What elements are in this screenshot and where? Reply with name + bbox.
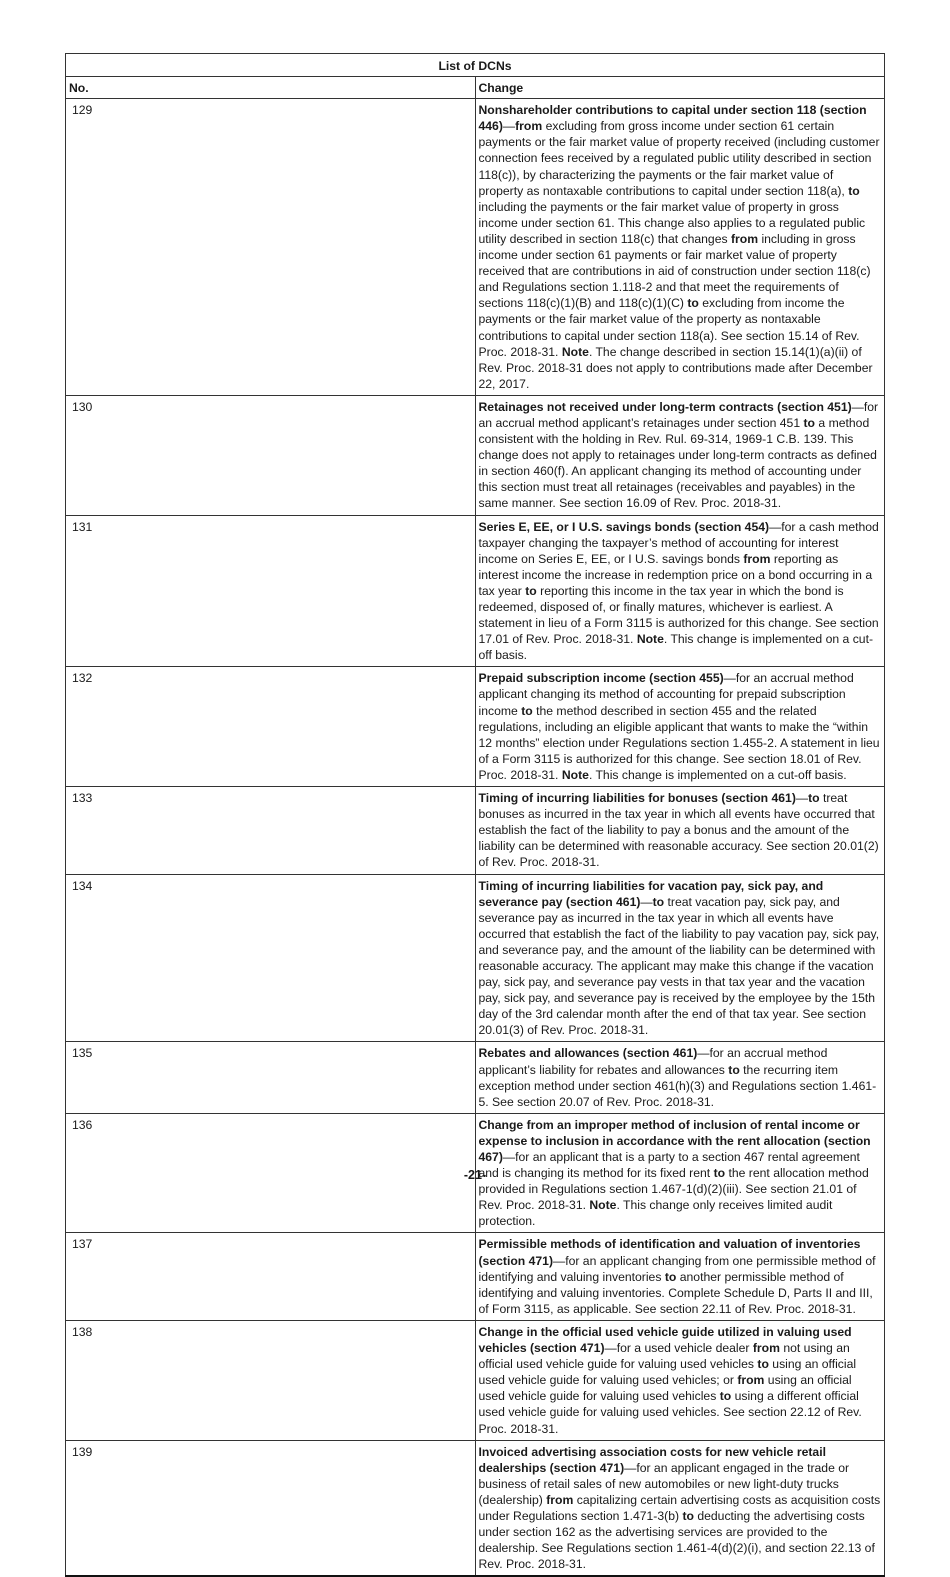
text-run: the method described in section 455 and the related regulations, including an eligible applicant that wants to make the “within 12 months” election under Regulations section 1.455-2. A statement in lieu of a Form 3115 is authorized for this change. See section 18.01 of Rev. Proc. 2018-31. xyxy=(478,703,880,782)
text-run: deducting the advertising costs under section 162 as the advertising services are provided to the dealership. See Regulations section 1.461-4(d)(2)(i), and section 22.13 of Rev. Proc. 2018-31. xyxy=(478,1508,875,1572)
dcn-number: 132 xyxy=(66,667,476,787)
text-run: excluding from income the payments or the fair market value of the property as nontaxable contributions to capital under section 118(a). See section 15.14 of Rev. Proc. 2018-31. xyxy=(478,296,860,359)
dcn-number: 137 xyxy=(66,1233,476,1320)
bold-text: to xyxy=(808,791,820,806)
bold-text: Retainages not received under long-term contracts (section 451) xyxy=(478,399,852,414)
bold-text: to xyxy=(719,1389,732,1404)
text-run: . This change is implemented on a cut-off basis. xyxy=(588,767,847,782)
dcn-change-description xyxy=(475,515,885,667)
table-body xyxy=(66,99,885,1577)
bold-text: Change from an improper method of inclusion of rental income or expense to inclusion in accordance with the rent allocation (section 467) xyxy=(478,1117,871,1164)
dcn-number: 136 xyxy=(66,1113,476,1233)
text-run: using a different official used vehicle guide for valuing used vehicles. See section 22.12 of Rev. Proc. 2018-31. xyxy=(478,1389,862,1436)
text-run: . This change only receives limited audit protection. xyxy=(478,1198,833,1229)
table-row xyxy=(66,99,885,396)
dcn-number: 139 xyxy=(66,1440,476,1576)
text-run: — xyxy=(795,791,809,806)
dcn-number: 133 xyxy=(66,787,476,874)
bold-text: to xyxy=(803,415,816,430)
column-header-no: No. xyxy=(66,77,476,99)
table-row xyxy=(66,1440,885,1576)
bold-text: to xyxy=(687,296,699,311)
text-run: —for an applicant that is a party to a section 467 rental agreement and is changing its method for its fixed rent xyxy=(478,1150,860,1181)
bold-text: Prepaid subscription income (section 455) xyxy=(478,671,724,686)
table-row xyxy=(66,667,885,787)
dcn-table xyxy=(65,53,885,1577)
bold-text: to xyxy=(521,703,533,718)
dcn-change-description xyxy=(475,1440,885,1576)
text-run: using an official used vehicle guide for valuing used vehicles xyxy=(478,1373,852,1404)
dcn-change-description xyxy=(475,1042,885,1113)
bold-text: Timing of incurring liabilities for vacation pay, sick pay, and severance pay (section 461) xyxy=(478,878,824,909)
bold-text: Permissible methods of identification and valuation of inventories (section 471) xyxy=(478,1237,861,1268)
bold-text: from xyxy=(515,119,543,134)
table-row xyxy=(66,874,885,1042)
text-run: — xyxy=(502,119,516,134)
table-row xyxy=(66,1320,885,1440)
bold-text: Invoiced advertising association costs for new vehicle retail dealerships (section 471) xyxy=(478,1444,826,1475)
column-header-change: Change xyxy=(475,77,885,99)
text-run: using an official used vehicle guide for valuing used vehicles; or xyxy=(478,1357,857,1388)
bold-text: to xyxy=(664,1269,677,1284)
bold-text: from xyxy=(743,551,771,566)
bold-text: to xyxy=(525,583,537,598)
bold-text: Timing of incurring liabilities for bonuses (section 461) xyxy=(478,791,796,806)
dcn-change-description xyxy=(475,395,885,515)
bold-text: to xyxy=(713,1166,726,1181)
text-run: treat vacation pay, sick pay, and severance pay as incurred in the tax year in which all events have occurred that establish the fact of the liability to pay vacation pay, sick pay, and severance pay, and the amount of the liability can be determined with reasonable accuracy. The applicant may make this change if the vacation pay, sick pay, and severance pay vests in that tax year and the vacation pay, sick pay, and severance pay is received by the employee by the 15th day of the 3rd calendar month after the end of that tax year. See section 20.01(3) of Rev. Proc. 2018-31. xyxy=(478,894,880,1038)
text-run: the rent allocation method provided in Regulations section 1.467-1(d)(2)(iii). See section 21.01 of Rev. Proc. 2018-31. xyxy=(478,1166,869,1213)
text-run: —for an accrual method applicant changing its method of accounting for prepaid subscription income xyxy=(478,671,854,718)
text-run: including the payments or the fair market value of property in gross income under section 61. This change also applies to a regulated public utility described in section 118(c) that changes xyxy=(478,199,866,246)
bold-text: to xyxy=(848,183,860,198)
text-run: another permissible method of identifying and valuing inventories. Complete Schedule D, Parts II and III, of Form 3115, as applicable. See section 22.11 of Rev. Proc. 2018-31. xyxy=(478,1269,873,1316)
bold-text: from xyxy=(730,231,759,246)
bold-text: from xyxy=(752,1341,780,1356)
bold-text: from xyxy=(546,1492,574,1507)
bold-text: Note xyxy=(561,344,589,359)
text-run: —for an accrual method applicant’s liability for rebates and allowances xyxy=(478,1046,828,1077)
text-run: — xyxy=(640,894,653,909)
dcn-number: 129 xyxy=(66,99,476,396)
text-run: reporting this income in the tax year in which the bond is redeemed, disposed of, or finally matures, whichever is earliest. A statement in lieu of a Form 3115 is authorized for this change. See section 17.01 of Rev. Proc. 2018-31. xyxy=(478,583,879,647)
text-run: —for a cash method taxpayer changing the taxpayer’s method of accounting for interest income on Series E, EE, or I U.S. savings bonds xyxy=(478,519,879,566)
text-run: —for an applicant engaged in the trade or business of retail sales of new automobiles or new light-duty trucks (dealership) xyxy=(478,1460,850,1507)
dcn-change-description xyxy=(475,1320,885,1440)
dcn-number: 138 xyxy=(66,1320,476,1440)
table-title: List of DCNs xyxy=(66,54,885,77)
dcn-number: 130 xyxy=(66,395,476,515)
table-row xyxy=(66,515,885,667)
dcn-number: 134 xyxy=(66,874,476,1042)
dcn-change-description xyxy=(475,99,885,396)
bold-text: Change in the official used vehicle guide utilized in valuing used vehicles (section 471) xyxy=(478,1324,852,1356)
table-row xyxy=(66,1233,885,1320)
text-run: . The change described in section 15.14(1)(a)(ii) of Rev. Proc. 2018-31 does not apply to contributions made after December 22, 2017. xyxy=(478,344,873,391)
bold-text: to xyxy=(652,894,665,909)
text-run: reporting as interest income the increase in redemption price on a bond occurring in a tax year xyxy=(478,551,873,598)
bold-text: Rebates and allowances (section 461) xyxy=(478,1046,698,1061)
bold-text: from xyxy=(737,1373,765,1388)
bold-text: Nonshareholder contributions to capital under section 118 (section 446) xyxy=(478,103,867,134)
bold-text: to xyxy=(728,1062,740,1077)
text-run: —for an accrual method applicant’s retainages under section 451 xyxy=(478,399,879,430)
bold-text: Note xyxy=(589,1198,617,1213)
text-run: —for an applicant changing from one permissible method of identifying and valuing inventories xyxy=(478,1253,876,1284)
text-run: treat bonuses as incurred in the tax year in which all events have occurred that establish the fact of the liability to pay a bonus and the amount of the liability can be determined with reasonable accuracy. See section 20.01(2) of Rev. Proc. 2018-31. xyxy=(478,791,879,870)
text-run: . This change is implemented on a cut-off basis. xyxy=(478,632,874,663)
bold-text: Note xyxy=(561,767,589,782)
bold-text: to xyxy=(757,1357,769,1372)
text-run: a method consistent with the holding in Rev. Rul. 69-314, 1969-1 C.B. 139. This change does not apply to retainages under long-term contracts as defined in section 460(f). An applicant changing its method of accounting under this section must treat all retainages (receivables and payables) in the same manner. See section 16.09 of Rev. Proc. 2018-31. xyxy=(478,415,877,511)
text-run: including in gross income under section 61 payments or fair market value of property received that are contributions in aid of construction under section 118(c) and Regulations section 1.118-2 and that meet the requirements of sections 118(c)(1)(B) and 118(c)(1)(C) xyxy=(478,231,871,311)
bold-text: Note xyxy=(636,632,664,647)
text-run: the recurring item exception method under section 461(h)(3) and Regulations section 1.461-5. See section 20.07 of Rev. Proc. 2018-31. xyxy=(478,1062,877,1109)
page-number: -21- xyxy=(463,1168,487,1182)
dcn-change-description xyxy=(475,874,885,1042)
dcn-change-description xyxy=(475,667,885,787)
dcn-number: 135 xyxy=(66,1042,476,1113)
table-row xyxy=(66,787,885,874)
text-run: capitalizing certain advertising costs as acquisition costs under Regulations section 1.471-3(b) xyxy=(478,1492,881,1523)
bold-text: Series E, EE, or I U.S. savings bonds (section 454) xyxy=(478,519,770,534)
table-row xyxy=(66,395,885,515)
text-run: —for a used vehicle dealer xyxy=(604,1341,753,1356)
dcn-number: 131 xyxy=(66,515,476,667)
dcn-change-description xyxy=(475,787,885,874)
text-run: not using an official used vehicle guide for valuing used vehicles xyxy=(478,1341,850,1372)
table-row xyxy=(66,1042,885,1113)
dcn-change-description xyxy=(475,1233,885,1320)
bold-text: to xyxy=(682,1508,694,1523)
text-run: excluding from gross income under section 61 certain payments or the fair market value of property received (including customer connection fees received by a regulated public utility described in section 118(c)), by characterizing the payments or the fair market value of property as nontaxable contributions to capital under section 118(a), xyxy=(478,119,880,198)
